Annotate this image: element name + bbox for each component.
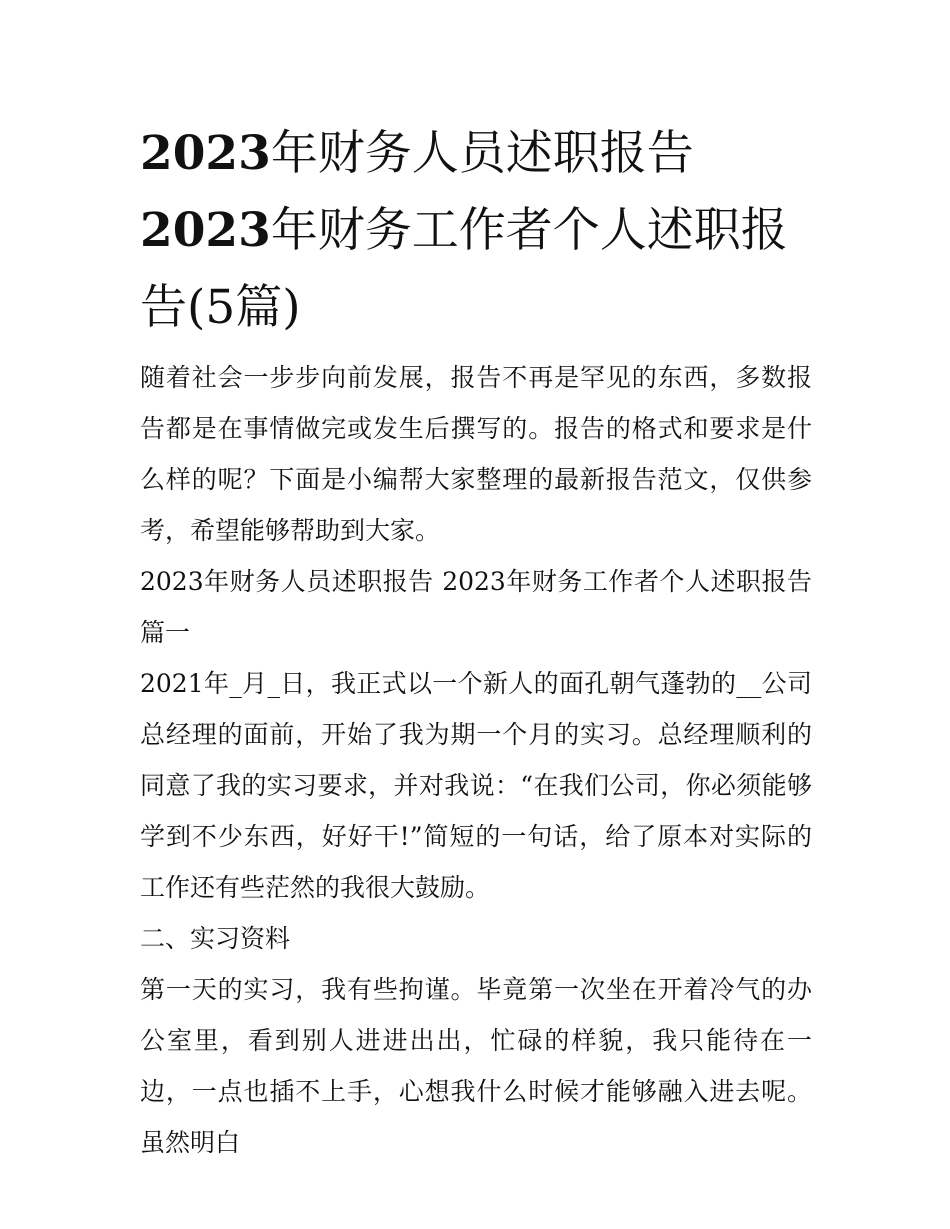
section-heading-1: 2023年财务人员述职报告 2023年财务工作者个人述职报告篇一 xyxy=(140,567,812,647)
document-body xyxy=(140,115,812,1168)
title-text-2: 年财务工作者个人述职报告(5篇) xyxy=(140,203,788,335)
title-text-1: 年财务人员述职报告 xyxy=(270,126,694,181)
title-year-1: 2023 xyxy=(140,126,271,181)
body-paragraph-1: 2021年_月_日，我正式以一个新人的面孔朝气蓬勃的__公司总经理的面前，开始了我为期一个月的实习。总经理顺利的同意了我的实习要求，并对我说：“在我们公司，你必须能够学到不少东西，好好干!”简短的一句话，给了原本对实际的工作还有些茫然的我很大鼓励。 xyxy=(140,669,812,902)
document-title xyxy=(140,115,812,346)
section-heading-2: 二、实习资料 xyxy=(140,924,291,953)
intro-paragraph: 随着社会一步步向前发展，报告不再是罕见的东西，多数报告都是在事情做完或发生后撰写的。报告的格式和要求是什么样的呢？下面是小编帮大家整理的最新报告范文，仅供参考，希望能够帮助到大家。 xyxy=(140,363,812,545)
title-year-2: 2023 xyxy=(140,203,271,258)
body-paragraph-2: 第一天的实习，我有些拘谨。毕竟第一次坐在开着冷气的办公室里，看到别人进进出出，忙碌的样貌，我只能待在一边，一点也插不上手，心想我什么时候才能够融入进去呢。虽然明白 xyxy=(140,975,812,1157)
